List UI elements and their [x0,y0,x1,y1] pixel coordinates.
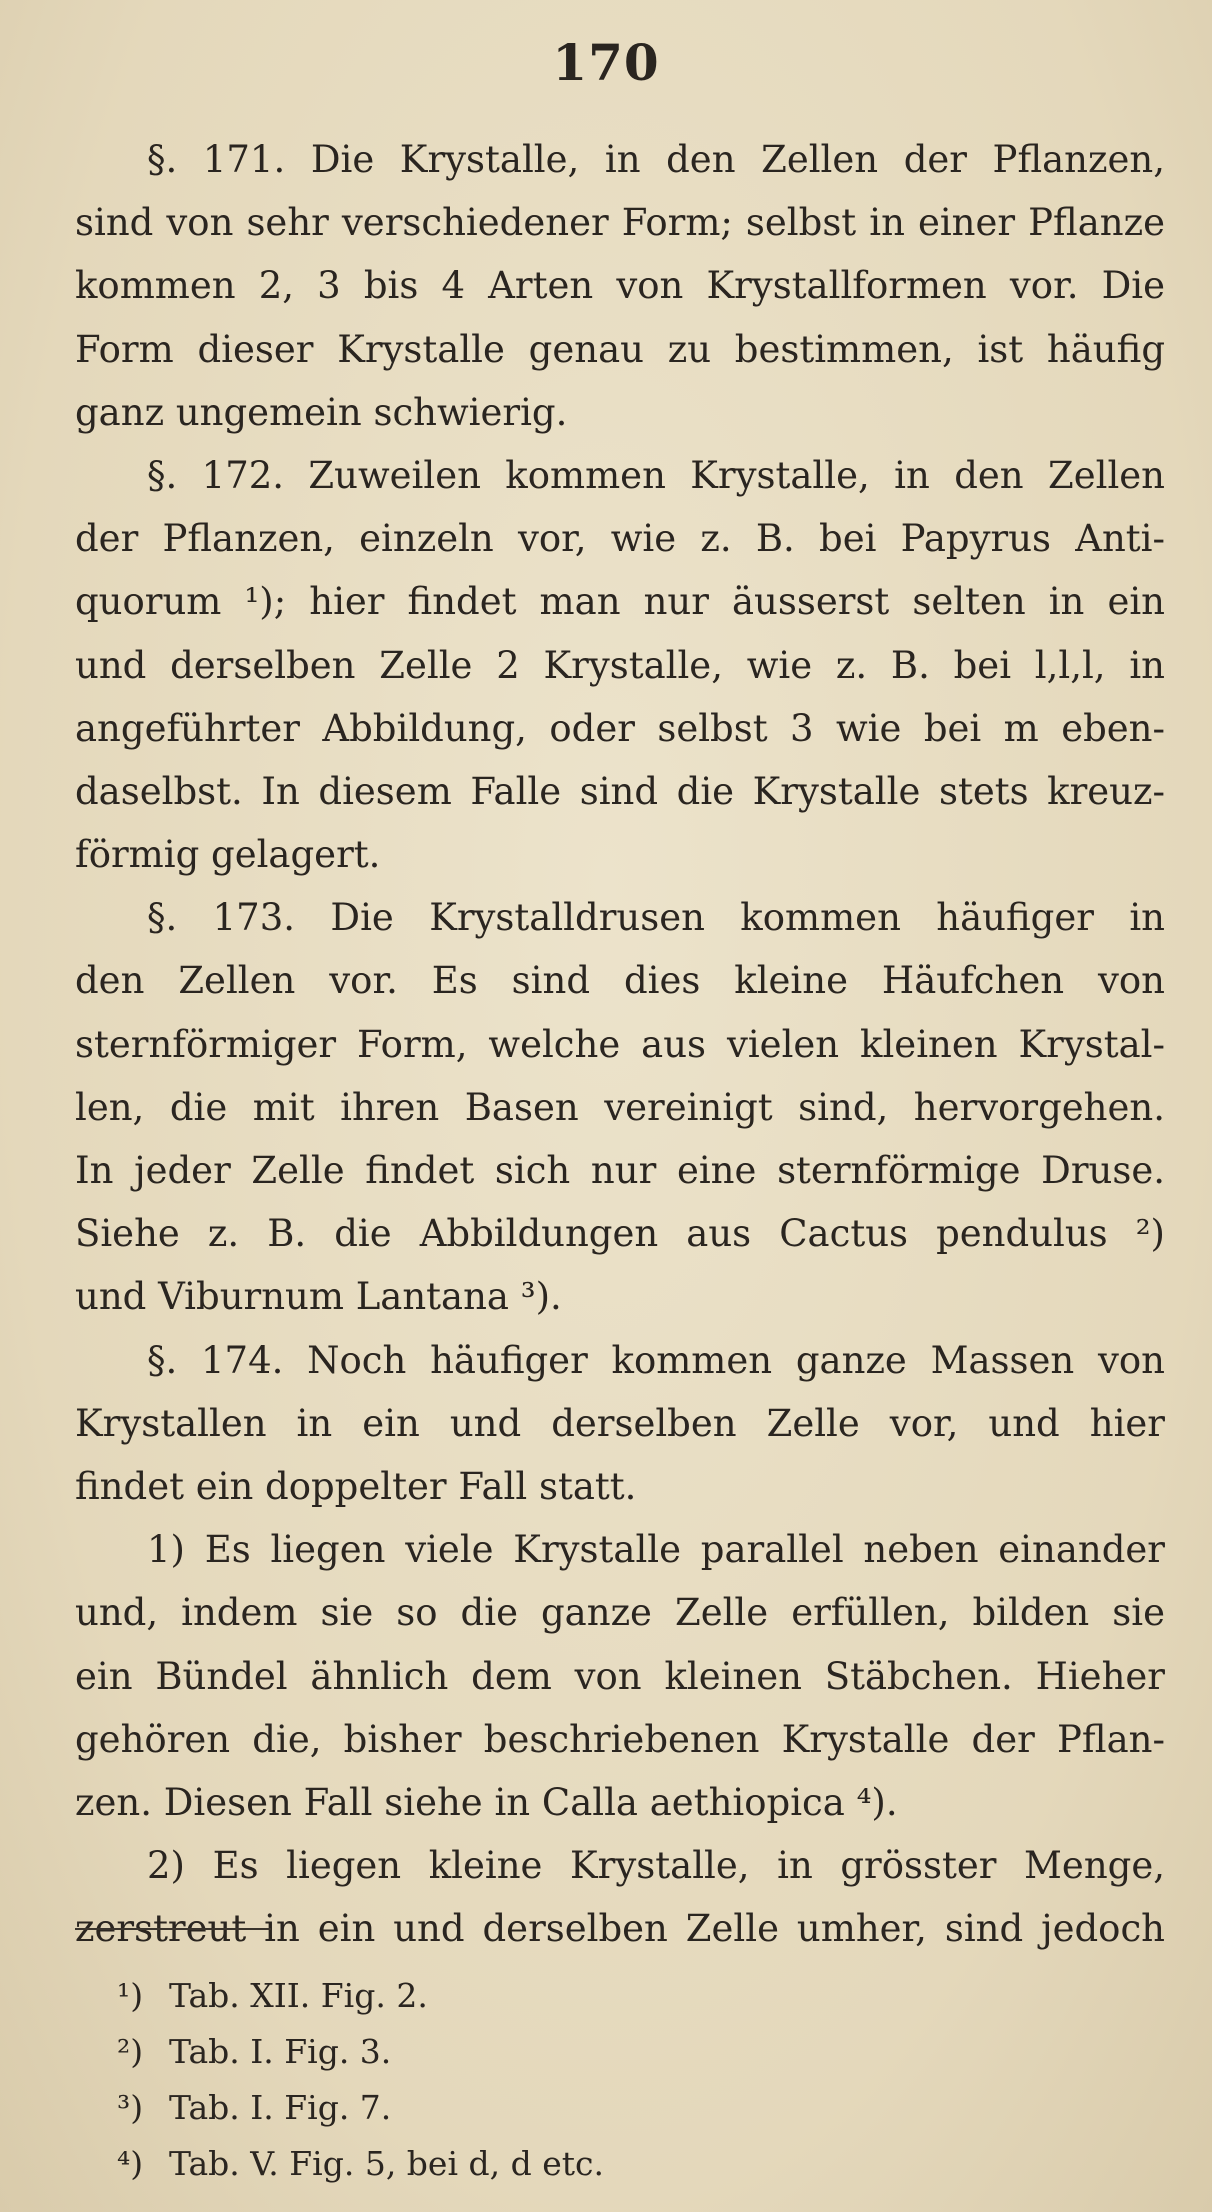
text-line: sind von sehr verschiedener Form; selbst in einer Pflanze [75,201,1165,245]
text-line: kommen 2, 3 bis 4 Arten von Krystallformen vor. Die [75,264,1165,308]
text-line: zerstreut in ein und derselben Zelle umher, sind jedoch [75,1907,1165,1951]
text-line: Siehe z. B. die Abbildungen aus Cactus pendulus ²) [75,1212,1165,1256]
text-line: und Viburnum Lantana ³). [75,1275,562,1319]
text-line: sternförmiger Form, welche aus vielen kleinen Krystal- [75,1022,1165,1066]
footnote-marker: ¹) [117,1976,144,2015]
footnote-text: Tab. V. Fig. 5, bei d, d etc. [169,2144,604,2183]
text-line: ein Bündel ähnlich dem von kleinen Stäbchen. Hieher [75,1654,1165,1698]
text-line: gehören die, bisher beschriebenen Krystalle der Pflan- [75,1717,1165,1761]
footnotes [117,1968,917,2192]
text-line: und, indem sie so die ganze Zelle erfüllen, bilden sie [75,1591,1165,1635]
footnote-divider [75,1928,271,1930]
footnote [117,1968,917,2024]
text-line: §. 173. Die Krystalldrusen kommen häufiger in [147,896,1165,940]
text-line: findet ein doppelter Fall statt. [75,1464,637,1508]
text-line: und derselben Zelle 2 Krystalle, wie z. B. bei l,l,l, in [75,643,1165,687]
text-line: zen. Diesen Fall siehe in Calla aethiopica ⁴). [75,1780,898,1824]
text-line: Form dieser Krystalle genau zu bestimmen, ist häufig [75,327,1165,371]
text-line: förmig gelagert. [75,833,381,877]
text-line: len, die mit ihren Basen vereinigt sind, hervorgehen. [75,1085,1165,1129]
text-line: angeführter Abbildung, oder selbst 3 wie bei m eben- [75,706,1165,750]
text-line: Krystallen in ein und derselben Zelle vor, und hier [75,1401,1165,1445]
footnote-text: Tab. XII. Fig. 2. [169,1976,428,2015]
text-line: daselbst. In diesem Falle sind die Krystalle stets kreuz- [75,769,1165,813]
footnote-marker: ²) [117,2032,144,2071]
footnote [117,2024,917,2080]
text-line: 2) Es liegen kleine Krystalle, in grösster Menge, [147,1844,1165,1888]
text-line: In jeder Zelle findet sich nur eine sternförmige Druse. [75,1149,1165,1192]
text-line: quorum ¹); hier findet man nur äusserst selten in ein [75,580,1165,624]
footnote-marker: ³) [117,2088,144,2127]
footnote [117,2136,917,2192]
footnote-marker: ⁴) [117,2144,144,2183]
text-line: §. 174. Noch häufiger kommen ganze Massen von [147,1338,1165,1382]
footnote-text: Tab. I. Fig. 7. [169,2088,392,2127]
text-line: 1) Es liegen viele Krystalle parallel neben einander [147,1528,1165,1572]
footnote-text: Tab. I. Fig. 3. [169,2032,392,2071]
text-line: ganz ungemein schwierig. [75,390,568,434]
text-line: §. 172. Zuweilen kommen Krystalle, in den Zellen [147,453,1165,497]
footnote [117,2080,917,2136]
text-line: §. 171. Die Krystalle, in den Zellen der Pflanzen, [147,138,1165,181]
text-line: der Pflanzen, einzeln vor, wie z. B. bei Papyrus Anti- [75,517,1165,561]
text-line: den Zellen vor. Es sind dies kleine Häufchen von [75,959,1165,1003]
body-text [75,128,1165,1960]
page-number: 170 [552,33,660,92]
